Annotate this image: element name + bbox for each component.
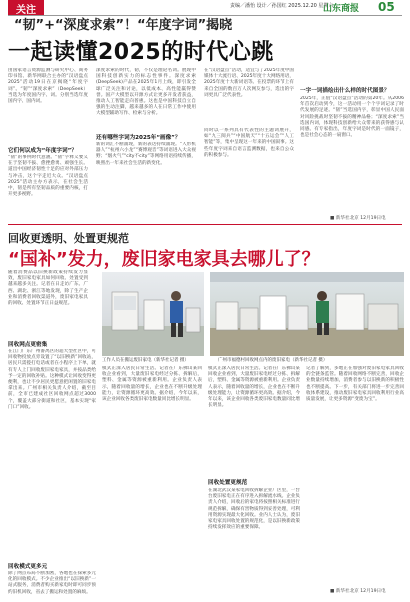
story1-column2-text: 深度求索的时代，韧，不仅是理论名词。展现中国科技创新实力的标志性事件。深度求索(DeepSeek)产品在2025年1月上线，即引发全球广泛关注和讨论，以低成本、高性能赢得赞誉。国产大模型以开源方式让更多开发者获益，推动人工智能走向普惠。这也是中国科技自立自强的生动注脚，越来越多的人在日常工作中使用大模型辅助写作、检索与分析。: [96, 68, 196, 117]
story1-subhead1: 它们何以成为“年度字词”？: [8, 148, 77, 154]
story2-column-c2-text: 模式正深入居民日常生活。记者在广东佛山某回收企业看到，大量废旧家电经过分拣、拆解后，塑料、金属等资源被重新利用。企业负责人表示，随着回收量的增长，企业也在不断升级处理能力，让资源循环更高效。据介绍，今年以来，该企业回收各类废旧家电数量同比增长明显。: [208, 366, 300, 409]
story2-lead-text: 随着消费品以旧换新政策持续发力显效，废旧家电家具如何回收、处置受到越来越多关注。记者在日走访广东、广西、湖北、浙江等地发现，除了生产企业和消费者回收渠道外，废旧家电家具的回收、处置环节正日益规范。: [8, 270, 88, 307]
story1-column2b: [96, 142, 196, 214]
story2-column-b: [8, 571, 96, 599]
newspaper-brand: 山东商报: [323, 4, 360, 14]
story1-column1-text: 由国家语言资源监测与研究中心、商务印书馆、新华网联合主办的“汉语盘点2025”活动19日在京揭晓“年度字词”。“韧”“深度求索”（DeepSeek）当选为年度国内字、词。分别当选年度国内字、国内词。: [8, 68, 88, 105]
story1-column4-text: 2025年，正值“汉语盘点”活动的第20年。从2006年首次启动到今，这一活动用一个个字词记录了时代发展的足迹。“韧”当选国内字，彰显中国人民面对风险挑战时坚韧不拔的精神品格；“深度求索”当选国内词，体现科技创新给大众带来的获得感与认同感。有专家指出，年度字词是时代的一面镜子，也是社会心态的一扇窗口。: [300, 96, 404, 139]
story2-subhead-b: 回收模式更多元: [8, 564, 48, 570]
story2-column-b-text: 除了网点布局不断加密，各地也在探索多元化的回收模式。不少企业推出“以旧换新”一站式服务，消费者购买新家电时即可同步预约旧机回收，省去了搬运和处置的麻烦。: [8, 571, 96, 595]
photo-illustration-workers: [102, 272, 204, 356]
story1-column2b-text: 新的词汇不断涌现，新的表达持续涌现。“人形机器人”“杭州六小龙”“赛博观音”等词语进入大众视野；“烟火气”“city不city”等网络用语持续传播，映照出一年来社会生活的新变化。: [96, 142, 196, 166]
story2-column-e-text: 记者了解到，多地正在加强对废旧家电家具回收的全链条监管。随着回收网络不断完善，回收企业数量持续增加，消费者参与以旧换新的积极性也不断提高。下一步，有关部门将进一步完善回收体系建设，推动废旧家电家具回收利用行业高质量发展，让更多资源“变废为宝”。: [306, 366, 404, 403]
story1-headline: 一起读懂2025的时代心跳: [8, 40, 274, 65]
story1-subhead2: 还有哪些字词为2025年“画像”？: [96, 135, 181, 141]
photo-illustration-warehouse: [210, 272, 404, 356]
photo2-caption: 广州市福德村回收网点内的废旧家电（新华社记者 摄）: [218, 358, 328, 363]
story2-subhead-c: 回收处置更规范: [208, 480, 248, 486]
story1-column3: [204, 68, 294, 124]
story2-column-c2: [208, 366, 300, 472]
story2-column-e: [306, 366, 404, 582]
story1-column4: [300, 96, 404, 212]
story2-column-c: [102, 366, 202, 592]
story2-lead: [8, 270, 88, 334]
story2-column-c-text: 模式正深入居民日常生活。记者在广东佛山某回收企业看到，大量废旧家电经过分拣、拆解后，塑料、金属等资源被重新利用。企业负责人表示，随着回收量的增长，企业也在不断升级处理能力，让资源循环更高效。据介绍，今年以来，该企业回收各类废旧家电数量同比增长明显。: [102, 366, 202, 403]
story1-column2: [96, 68, 196, 126]
section-divider: [8, 224, 402, 225]
story2-column-d: [208, 488, 300, 588]
story1-subhead3: 一字一词描绘出什么样的时代图景？: [300, 88, 390, 94]
appliance-photo-2: [210, 272, 404, 356]
story1-column3b-text: 同时以一系列具有代表性的主题词展开，如“九三阅兵”“中国航天”“十五运会”“人工智能”等，集中呈现这一年来的中国叙事。这些年度字词来自语言监测数据，也来自公众的积极参与。: [204, 128, 294, 158]
story2-headline: “国补”发力，废旧家电家具去哪儿了？: [8, 249, 320, 270]
story1-column3b: [204, 128, 294, 218]
story2-column-d-text: 在湖北武汉某家电回收拆解企业厂区里，一台台废旧家电正在有序进入拆解流水线。企业负责人介绍，回收后的家电将按照相关标准进行规范拆解，确保有害物质得到妥善处理，可利用资源实现最大化回收。业内人士认为，废旧家电家具回收处置的规范化，是以旧换新政策持续发挥效应的重要保障。: [208, 488, 300, 531]
story1-column1b: [8, 155, 88, 223]
story2-subhead-a: 回收网点更密集: [8, 342, 48, 348]
story2-column-a-text: 在江门广东广州番禺区的超大型社区中，可回收物投放点旁设置了“以旧换新”回收站，居民只需拨打电话或者在小程序上下单，就有专人上门回收废旧家电家具，并按品类给予一定的回收补贴。这种模式让回收变得更便利，也让不少居民更愿意把闲置的旧家电拿出来。广州市相关负责人介绍，截至目前，全市已建成社区回收网点超过3000个，覆盖大部分街道和社区，基本实现“家门口”回收。: [8, 349, 96, 410]
photo1-caption: 工作人员在搬运废旧家电（新华社记者 摄）: [102, 358, 189, 363]
section-tag: 关注: [8, 0, 44, 16]
story2-byline: ■ 新华社北京 12月19日电: [330, 589, 386, 594]
story1-kicker: “韧”+“深度求索”！“年度字词”揭晓: [14, 18, 233, 33]
story1-column1: [8, 68, 88, 142]
appliance-photo-1: [102, 272, 204, 356]
page-header: [0, 0, 410, 14]
editor-meta: 责编／潘怡 设计／孙国红 2025.12.20 星期六: [230, 3, 334, 9]
story1-column3-text: 在“汉语盘点”活动，适宜与了2025年度中国媒体十大流行语、2025年度十大网络用语，2025年度十大新词语等。在投票的环节上有来自全国的数百万人次网友参与，选出的字词更具广泛代表性。: [204, 68, 294, 98]
story2-kicker: 回收更透明、处置更规范: [8, 232, 129, 245]
story1-column1b-text: “韧”的事例时代意涵。“韧”字释义要义在于坚韧不拔、愈挫愈勇、顽强生长。道出中国经济韧性十足的应对外部压力与冲击，这个字走近大众。“汉语盘点2025”活动主办方表示，在社会生活中，韧是所有坚韧品质的重要内核，打开更多视野。: [8, 155, 88, 198]
page-number: 05: [378, 0, 395, 14]
story1-byline: ■ 新华社北京 12月19日电: [330, 216, 386, 221]
story2-column-a: [8, 349, 96, 557]
